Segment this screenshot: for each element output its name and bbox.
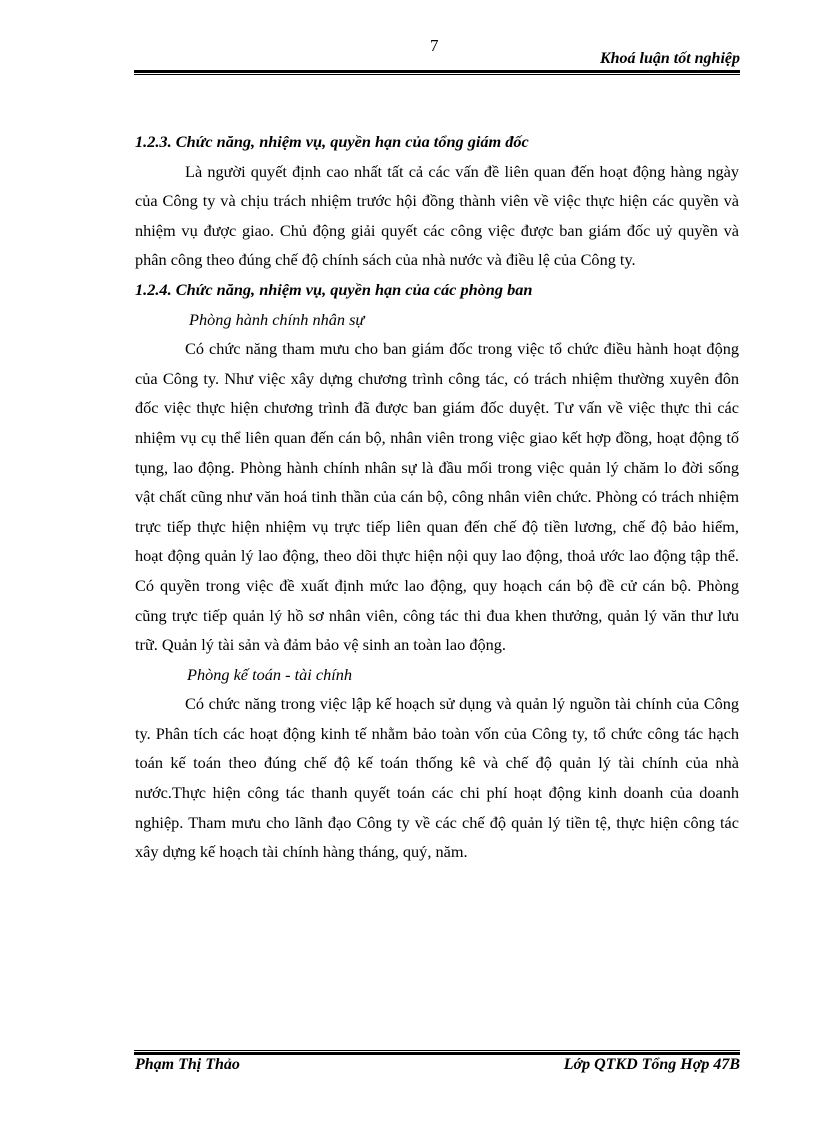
section-heading-1-2-3: 1.2.3. Chức năng, nhiệm vụ, quyền hạn của tổng giám đốc — [135, 132, 529, 151]
header-rule — [134, 70, 740, 73]
header-rule-thin — [134, 74, 740, 75]
header-title: Khoá luận tốt nghiệp — [599, 50, 740, 67]
footer-author: Phạm Thị Thảo — [135, 1056, 240, 1073]
footer-rule — [134, 1052, 740, 1055]
section-heading-1-2-4: 1.2.4. Chức năng, nhiệm vụ, quyền hạn của các phòng ban — [135, 279, 533, 299]
paragraph-general-director: Là người quyết định cao nhất tất cả các vấn đề liên quan đến hoạt động hàng ngày của Công ty và chịu trách nhiệm trước hội đồng thành viên về việc thực hiện các quyền và nhiệm vụ được giao. Chủ động giải quyết các công việc được ban giám đốc uỷ quyền và phân công theo đúng chế độ chính sách của nhà nước và điều lệ của Công ty. — [135, 161, 739, 270]
document-body — [135, 127, 739, 867]
subheading-finance-department: Phòng kế toán - tài chính — [187, 664, 353, 684]
page-number: 7 — [430, 36, 439, 55]
footer-rule-thin — [134, 1050, 740, 1051]
subheading-hr-department: Phòng hành chính nhân sự — [189, 309, 365, 329]
paragraph-finance-department: Có chức năng trong việc lập kế hoạch sử dụng và quản lý nguồn tài chính của Công ty. Phân tích các hoạt động kinh tế nhằm bảo toàn vốn của Công ty, tổ chức công tác hạch toán kế toán theo đúng chế độ kế toán thống kê và chế độ quản lý tài chính của nhà nước.Thực hiện công tác thanh quyết toán các chi phí hoạt động kinh doanh của doanh nghiệp. Tham mưu cho lãnh đạo Công ty về các chế độ quản lý tiền tệ, thực hiện công tác xây dựng kế hoạch tài chính hàng tháng, quý, năm. — [135, 694, 739, 862]
footer-class: Lớp QTKD Tổng Hợp 47B — [563, 1056, 740, 1073]
paragraph-hr-department: Có chức năng tham mưu cho ban giám đốc trong việc tổ chức điều hành hoạt động của Công ty. Như việc xây dựng chương trình công tác, có trách nhiệm thường xuyên đôn đốc việc thực hiện chương trình đã được ban giám đốc duyệt. Tư vấn về việc thực thi các nhiệm vụ cụ thể liên quan đến cán bộ, nhân viên trong việc giao kết hợp đồng, hoạt động tố tụng, lao động. Phòng hành chính nhân sự là đầu mối trong việc quản lý chăm lo đời sống vật chất cũng như văn hoá tinh thần của cán bộ, công nhân viên chức. Phòng có trách nhiệm trực tiếp thực hiện nhiệm vụ trực tiếp liên quan đến chế độ tiền lương, chế độ bảo hiểm, hoạt động quản lý lao động, theo dõi thực hiện nội quy lao động, thoả ước lao động tập thể. Có quyền trong việc đề xuất định mức lao động, quy hoạch cán bộ đề cử cán bộ. Phòng cũng trực tiếp quản lý hồ sơ nhân viên, công tác thi đua khen thưởng, quản lý văn thư lưu trữ. Quản lý tài sản và đảm bảo vệ sinh an toàn lao động. — [135, 339, 739, 655]
